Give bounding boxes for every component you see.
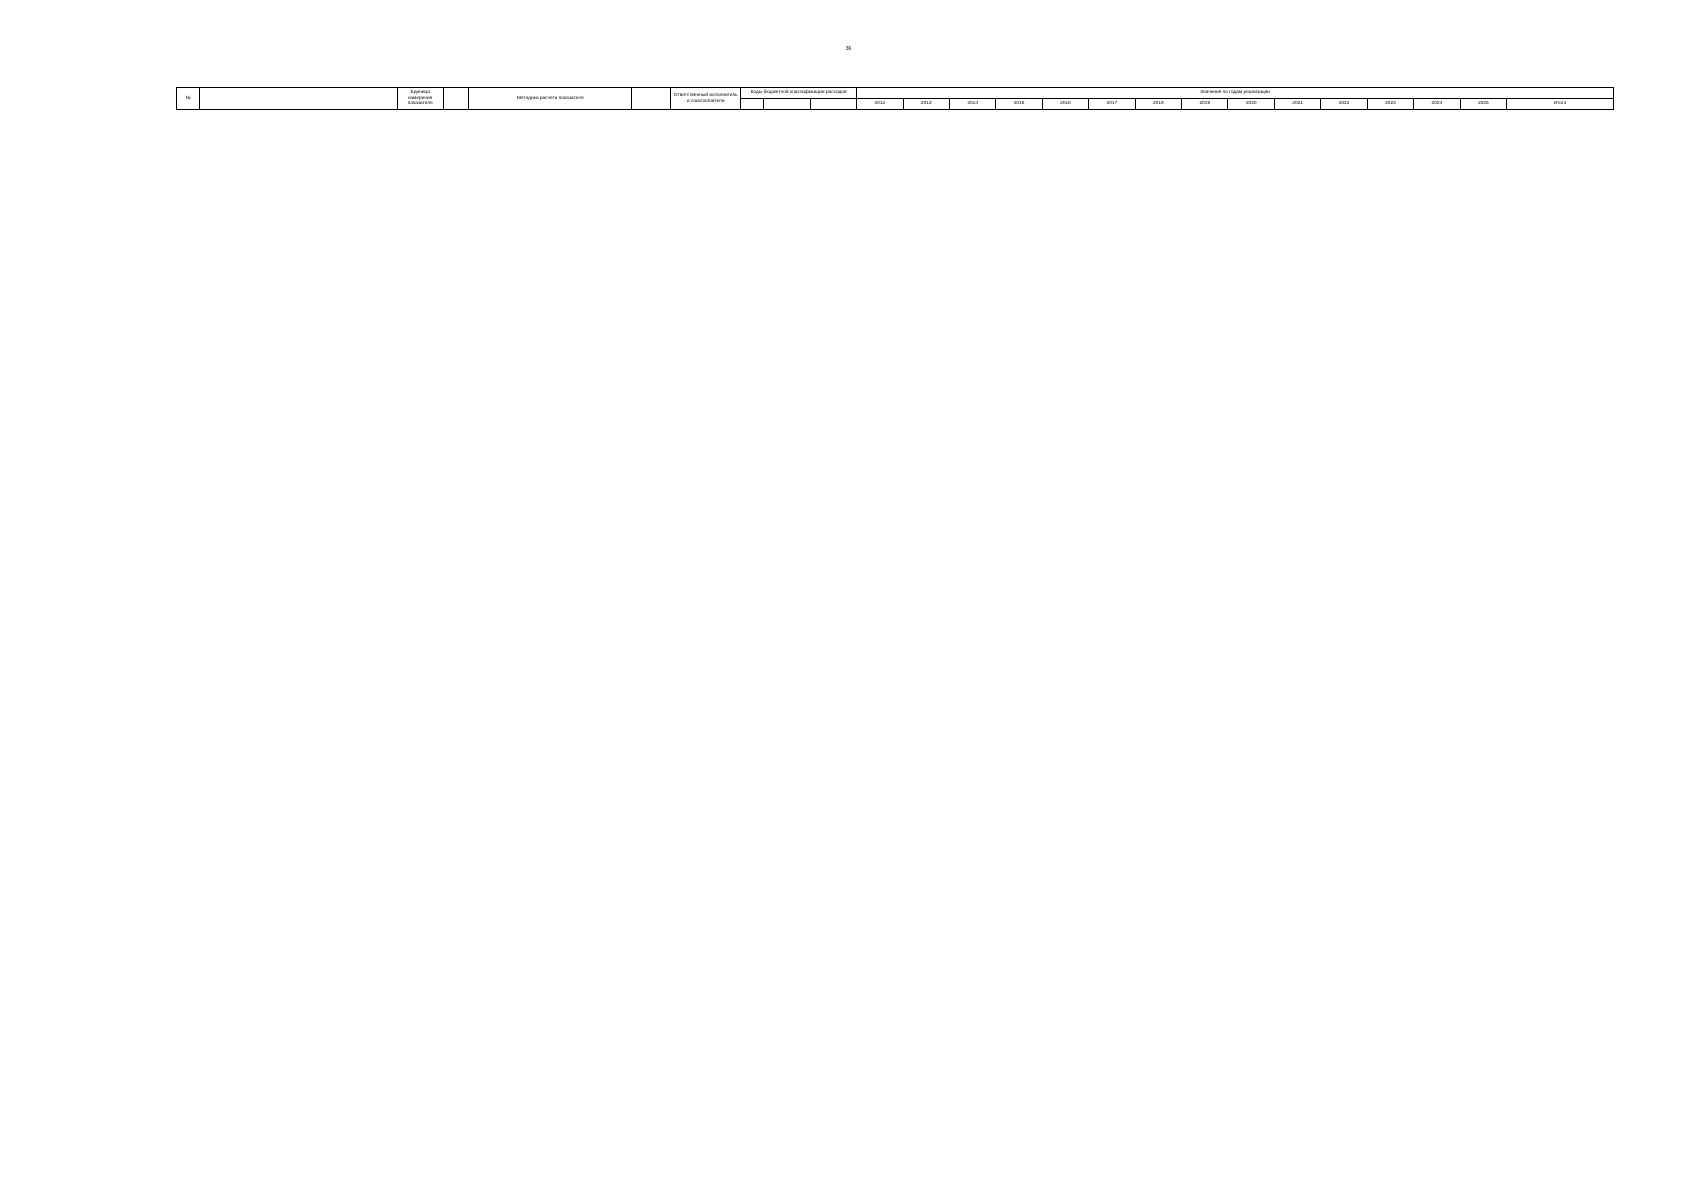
header-year-7: 2019 [1182, 99, 1228, 110]
header-year-1: 2013 [903, 99, 949, 110]
header-year-5: 2017 [1089, 99, 1135, 110]
table-header [177, 88, 1614, 110]
header-year-4: 2016 [1042, 99, 1088, 110]
header-values-by-year: Значения по годам реализации [857, 88, 1614, 99]
header-unit: Единица измерения показателя [397, 88, 443, 110]
header-budget-codes: Коды бюджетной классификации расходов [741, 88, 857, 99]
header-year-9: 2021 [1274, 99, 1320, 110]
header-budget-code-0 [741, 99, 764, 110]
header-year-8: 2020 [1228, 99, 1274, 110]
header-year-13: 2025 [1460, 99, 1506, 110]
header-year-12: 2024 [1414, 99, 1460, 110]
header-budget-code-1 [764, 99, 810, 110]
header-term [631, 88, 670, 110]
header-responsible: Ответственный исполнитель и соисполнители [671, 88, 741, 110]
header-method: Методика расчета показателя [469, 88, 631, 110]
header-number: № [177, 88, 200, 110]
header-budget-code-2 [810, 99, 856, 110]
header-year-2: 2014 [949, 99, 995, 110]
budget-table [176, 87, 1614, 110]
header-row-groups [177, 88, 1614, 99]
header-total: Итого [1507, 99, 1614, 110]
header-name [200, 88, 397, 110]
header-year-6: 2018 [1135, 99, 1181, 110]
header-coefficient [443, 88, 469, 110]
budget-table-container [176, 87, 1614, 110]
header-year-10: 2022 [1321, 99, 1367, 110]
page-number: 36 [845, 46, 852, 52]
header-year-3: 2015 [996, 99, 1042, 110]
header-year-0: 2012 [857, 99, 903, 110]
header-year-11: 2023 [1367, 99, 1413, 110]
